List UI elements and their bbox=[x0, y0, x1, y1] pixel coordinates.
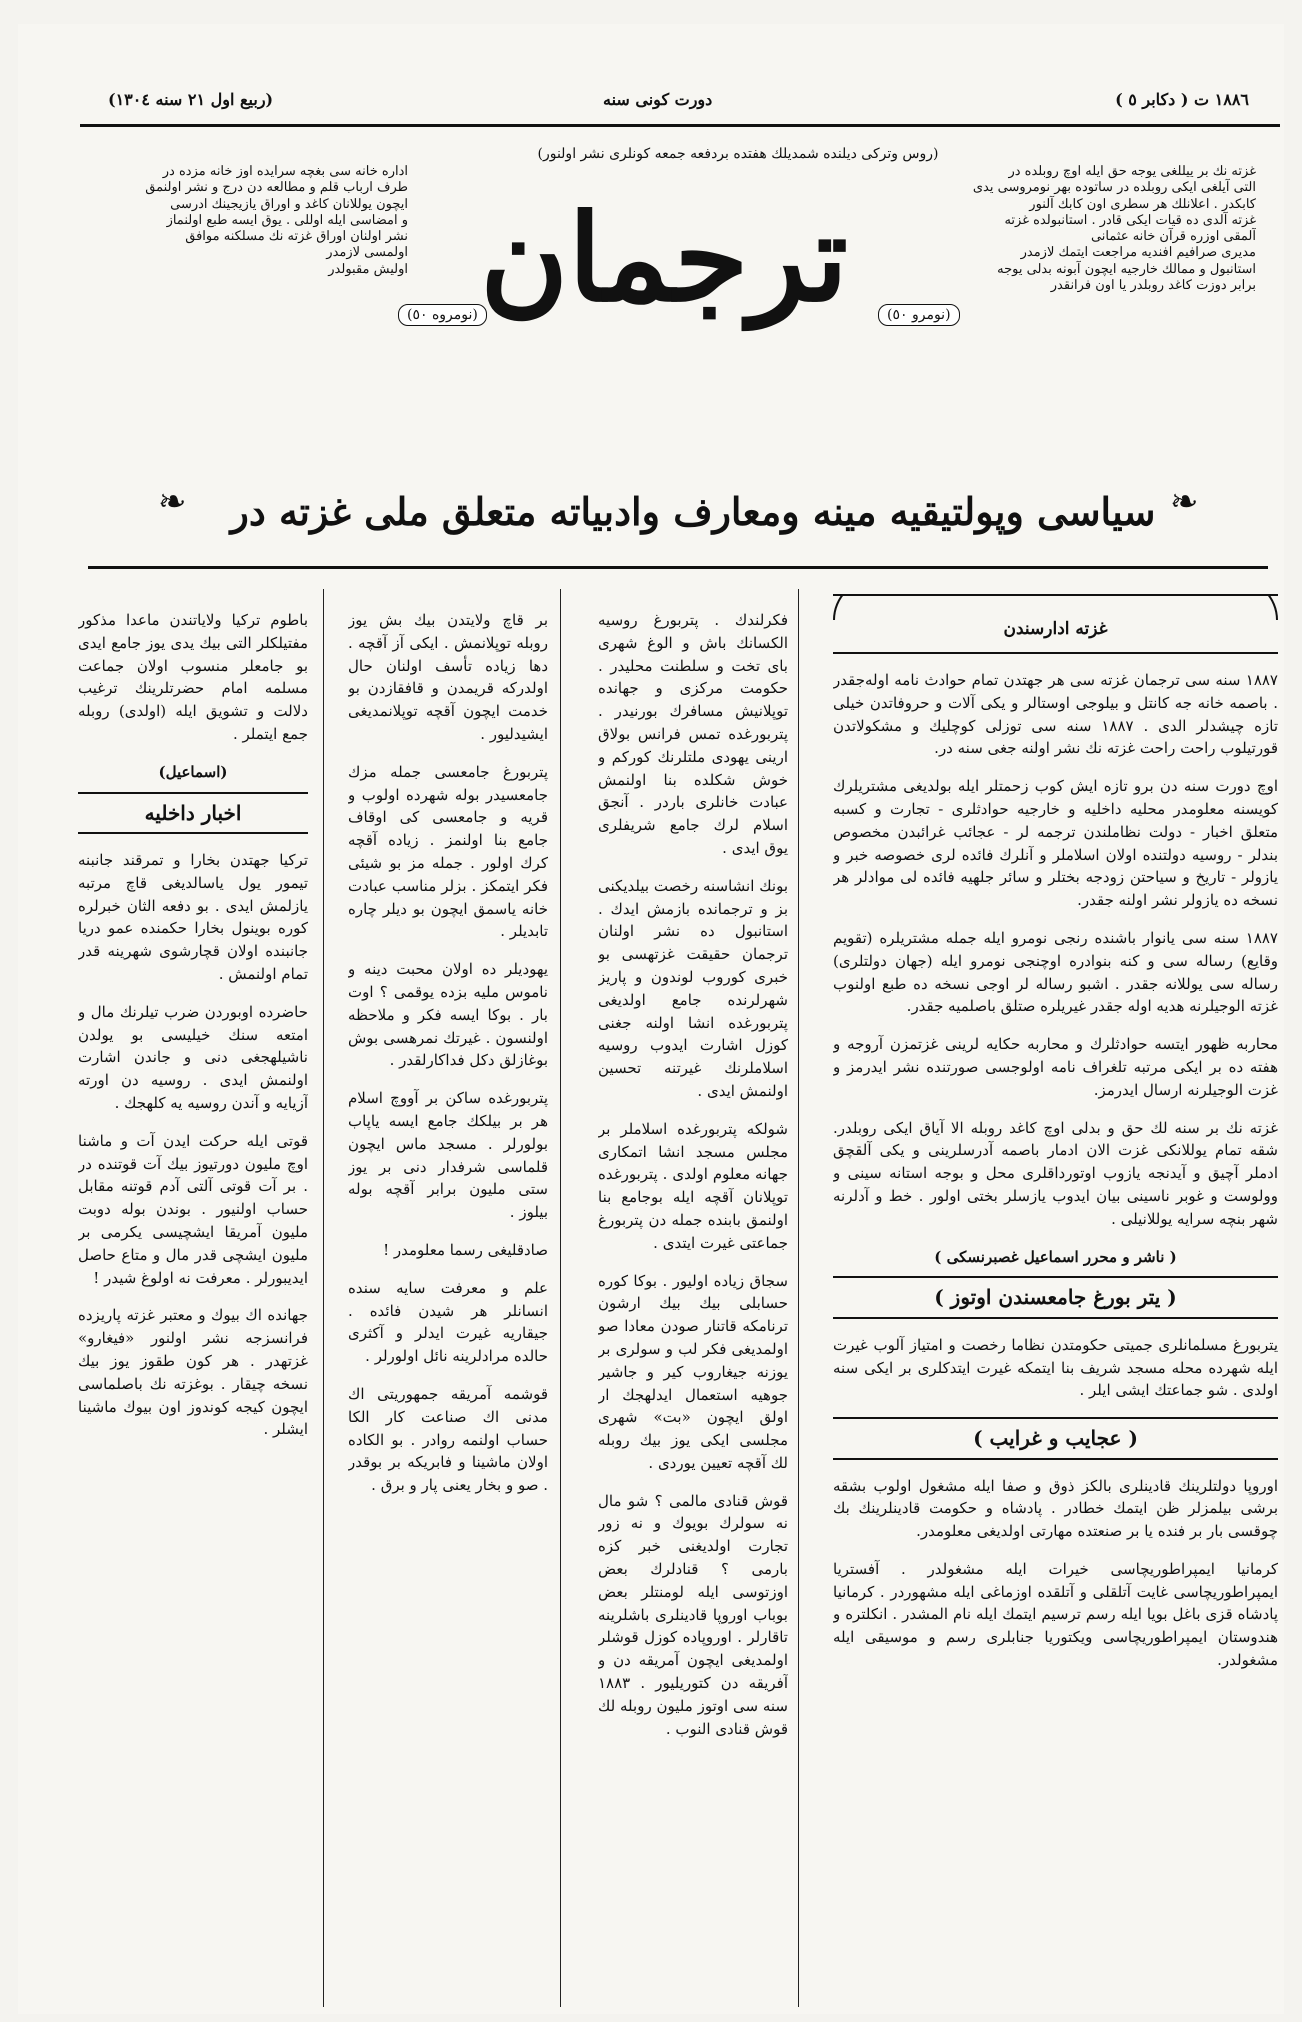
arch-ornament bbox=[833, 594, 1278, 620]
right-ornament-icon: ❧ bbox=[1170, 482, 1199, 522]
issue-right: ١٨٨٦ ت ( دکابر ٥ ) bbox=[1115, 90, 1249, 109]
column-3: بر قاچ ولایتدن بیك بش یوز روبله توپلانمش . ایکی آز آقچه . دها زیاده تأسف اولنان حال اولدرکه قریمدن و قافقازدن بو خدمت ایچون آقچه توپلانمدیغی ایشیدلیور . پتربورغ جامعسی جمله مزك جامعسیدر بوله شهرده اولوب و قریه و جامعسی کی اوقاف جامع بنا اولنمز . زیاده آقچه کرك اولور . جمله مز بو شیئی فکر ایتمکز . بزلر مناسب عبادت خانه یاسمق ایچون بو دیلر چاره تابدیلر . یهودیلر ده اولان محبت دینه و ناموس ملیه بزده یوقمی ؟ اوت بار . بوکا ایسه فکر و ملاحظه اولنسون . غیرتك نمرهسی بوش بوغازلق دکل فداکارلقدر . پتربورغده ساکن بر آووچ اسلام هر بر بیلکك جامع ایسه یاپاب بولورلر . مسجد ماس ایچون قلماسی شرفدار دنی بر یوز ستی ملیون برابر آقچه بوله بیلوز . صادقلیغی رسما معلومدر ! علم و معرفت سایه سنده انسانلر هر شیدن فائده . جیقاریه غیرت ایدلر و آکثری حالده مرادلرینه نائل اولورلر . قوشمه آمریقه جمهوریتی اك مدنی اك صناعت کار الکا حساب اولنمه روادر . بو الکاده اولان ماشینا و فابریکه بر بوقدر . صو و بخار یعنی پار و برق . bbox=[348, 611, 548, 1495]
issue-left: (ربيع اول ٢١ سنه ١٣٠٤) bbox=[108, 90, 274, 109]
tagline: سیاسی وپولتیقیه مینه ومعارف وادبیاته متعلق ملی غزته در bbox=[230, 489, 1156, 534]
masthead-rule bbox=[88, 566, 1268, 569]
right-price-badge: (نومرو ٥٠) bbox=[878, 304, 960, 326]
top-rule bbox=[80, 124, 1280, 127]
left-ornament-icon: ❧ bbox=[158, 482, 187, 522]
admin-heading-frame: غزته ادارسندن bbox=[833, 594, 1278, 654]
newspaper-page bbox=[18, 24, 1284, 2014]
column-rule-2 bbox=[560, 589, 561, 2007]
masthead-title: ترجمان bbox=[480, 188, 848, 329]
column-rule-1 bbox=[323, 589, 324, 2007]
right-notes: غزته نك بر ییللغی یوجه حق ایله اوچ روبلده در التی آیلغی ایکی روبلده در ساتوده بهر نومروسی یدی کابکدر . اعلانلك هر سطری اون کابك آلنور غزته آلدی ده قیات ایکی قادر . استانبولده غزته آلمقی اوزره قرآن خانه عثمانی مدیری صرافیم افندیه مراجعت ایتمك لازمدر استانبول و ممالك خارجیه ایچون آبونه بدلی یوجه برابر دوزت کاغد روبلدر یا اون فرانقدر bbox=[972, 164, 1256, 293]
left-notes: اداره خانه سی بغچه سرایده اوز خانه مزده در طرف ارباب قلم و مطالعه دن درج و نشر اولنمق ایچون یوللانان کاغد و اوراق یازیجینك ادرسی و امضاسی ایله اوللی . یوق ایسه طبع اولنماز نشر اولنان اوراق غزته نك مسلکنه موافق اولمسی لازمدر اولیش مقبولدر bbox=[145, 164, 408, 277]
column-2: فکرلندك . پتربورغ روسیه الکسانك باش و الوغ شهری بای تخت و سلطنت محلیدر . حکومت مرکزی و جهانده توپلانیش مسافرك بورنیدر . پتربورغده تمس فرانس بولاق ارینی یهودی ملتلرنك کورکم و خوش شکلده بنا اولنمش عبادت خانلری باردر . آنجق اسلام لرك جامع شریفلری یوق ایدی . بونك انشاسنه رخصت بیلدیکنی بز و ترجمانده بازمش ایدك . استانبول ده نشر اولنان ترجمان حقیقت غزتهسی بو خبری کوروب لوندون و پاریز شهرلرنده جامع اولدیغی پتربورغده انشا اولنه جغنی کوزل اشارت ایدوب روسیه اسلاملرنك غیرتنه تحسین اولنمش ایدی . شولکه پتربورغده اسلاملر بر مجلس مسجد انشا اتمکاری جهانه معلوم اولدی . پتربورغده توپلانان آقچه ایله بوجامع بنا اولنمق بابنده جمله دن پتربورغ جماعتی غیرت ایتدی . سجاق زیاده اولیور . بوکا کوره حسابلی بیك بیك ارشون ترنامکه قاتنار صودن معادا صو اولمدیغی فکر لب و سولری بر یوزنه جیغاروب کیر و جاشیر جوهیه استعمال ایدلهجك ار اولق ایچون «بت» شهری مجلسی ایکی یوز بیك روبله لك آقچه تعیین یوردی . قوش قنادی مالمی ؟ شو مال نه سولرك بویوك و نه زور تجارت اولدیغنی خبر کزه بارمی ؟ قنادلرك بعض اوزتوسی ایله لومنتلر بعض بوباب اوروپا قادینلری باشلرینه تاقارلر . اوروپاده کوزل قوشلر اولمدیغی ایچون آمریقه دن و آفریقه دن کتوریلیور . ١٨٨٣ سنه سی اوتوز ملیون روبله لك قوش قنادی النوب . bbox=[598, 611, 788, 1738]
issue-center: دورت کونی سنه bbox=[603, 90, 713, 109]
distribution-note: (روس وترکی دیلنده شمدیلك هفتده بردفعه جمعه کونلری نشر اولنور) bbox=[537, 146, 939, 162]
column-rule-3 bbox=[798, 589, 799, 2007]
left-price-badge: (نومروه ٥٠) bbox=[398, 304, 487, 326]
column-1: غزته ادارسندن ١٨٨٧ سنه سی ترجمان غزته سی هر جهتدن تمام حوادث نامه اولەجقدر . باصمه خانه جه کانتل و بیلوجی اوستالر و یکی آلات و حروفاتدن خیلی تازه چیشدلر الدی . ١٨٨٧ سنه سی توزلی کوچلیك و مشکولاتدن قورتیلوب راحت راحت غزته نك نشر اولنه جغی سنه در. اوچ دورت سنه دن برو تازه ایش کوب زحمتلر ایله بولدیغی مشتریلرك کویسنه معلومدر محلیه داخلیه و خارجیه حوادثلری - تجارت و کسبه متعلق اخبار - دولت نظاملندن ترجمه لر - عجائب غرائبدن مخصوص بندلر - روسیه دولتنده اولان اسلاملر و آنلرك فائده لری خصوصه خبر و یازولر - تاریخ و سیاحتن زودجه بختلر و سائر جلهیه فائده لی موادلر هر نسخه ده یازولر نشر اولنه جقدر. ١٨٨٧ سنه سی یانوار باشنده رنجی نومرو ایله جمله مشتریلره (تقویم وقایع) رساله سی و کنه بنوادره اوچنجی نومرو ایله (جهان دولتلری) رساله سی یوللانه جقدر . اشبو رساله لر اوجی نسخه ده طبع اولنوب غزته الوجیلرنه هدیه اوله جقدر غیریلره صتلق باصلمیه جقدر. محاربه ظهور ایتسه حوادثلرك و محاربه حکایه لرینی غزتمزن آروجه و هفته ده بر ایکی مرتبه تلغراف نامه اولوجسی صورتنده نشر ایدرمز و غزت الوجیلرنه ارسال ایدرمز. غزته نك بر سنه لك حق و بدلی اوچ کاغد روبله الا آیاق ایکی روبلدر. شقه تمام یوللانکی غزت الان ادمار باصمه آدرسلرینی و یکی آلقچق ادملر آچیق و آیدنجه یازوب اوتورداقلری محل و بوجه استانه سینی و وولوست و غوبر ناسینی بیان ایدوب یازسلر بختی اولور . خط و آدلرنه شهر بنچه سرایه یوللانیلی . ( ناشر و محرر اسماعیل غصبرنسکی ) ( یتر بورغ جامعسندن اوتوز ) یتربورغ مسلمانلری جمیتی حکومتدن نظاما رخصت و امتیاز آلوب غیرت ایله شهرده محله مسجد شریف بنا ایتمکه غیرت ایتدکلری بر ایکی سنه اولدی . شو جماعتك ایشی ایلر . ( عجایب و غرایب ) اوروپا دولتلرینك قادینلری بالکز ذوق و صفا ایله مشغول اولوب بشقه برشی بیلمزلر ظن ایتمك خطادر . پادشاه و حکومت قادینلرینك بك چوقسی بار بر فنده یا بر صنعتده مهارتی اولدیغی معلومدر. کرمانیا ایمپراطوریچاسی خیرات ایله مشغولدر . آفستریا ایمپراطوریچاسی غایت آتلقلی و آتلقده اوزماغی ایله مشهوردر . کرمانیا پادشاه قزی باغل بویا ایله رسم ترسیم ایتمك ایله نام المشدر . انکلتره و هندوستان ایمپراطوریچاسی ویکتوریا جنابلری رسم و موسیقی ایله مشغولدر. bbox=[833, 594, 1278, 2004]
column-4: باطوم ترکیا ولایاتندن ماعدا مذکور مفتیلکلر التی بیك یدی یوز جامع ایدی بو جامعلر منسوب اولان جماعت مسلمه امام حضرتلرینك ترغیب دلالت و تشویق ایله (اولدی) روبله جمع ایتملر . (اسماعیل) اخبار داخلیه ترکیا جهتدن بخارا و تمرقند جانبنه تیمور یول یاسالدیغی قاچ مرتبه یازلمش ایدی . بو دفعه الثان خبرلره کوره بوینول بخارا حکمنده عمو دریا جانبنده اولان قچارشوی شهرینه قدر تمام اولنمش . حاضرده اوبوردن ضرب تیلرنك مال و امتعه سنك خیلیسی بو یولدن ناشیلهجغی دنی و جاندن اشارت اولنمش ایدی . روسیه دن اورته آزیایه و آندن روسیه یه کلهجك . قوتی ایله حرکت ایدن آت و ماشنا اوچ ملیون دورتیوز بیك آت قوتنده در . بر آت قوتی آلتی آدم قوتنه مقابل حساب اولنیور . بوندن بوله دوبت ملیون آمریقا ایشچیسی یکرمی بر ملیون ایشچی قدر مال و متاع حاصل ایدیبورلر . معرفت نه اولوغ شیدر ! جهانده اك بیوك و معتبر غزته پاریزده فرانسزجه نشر اولنور «فیغارو» غزتهدر . هر کون طقوز یوز بیك نسخه چیقار . بوغزته نك باصلماسی ایچون کیجه کوندوز اون بیوك ماشینا ایشلر . bbox=[78, 611, 308, 1439]
